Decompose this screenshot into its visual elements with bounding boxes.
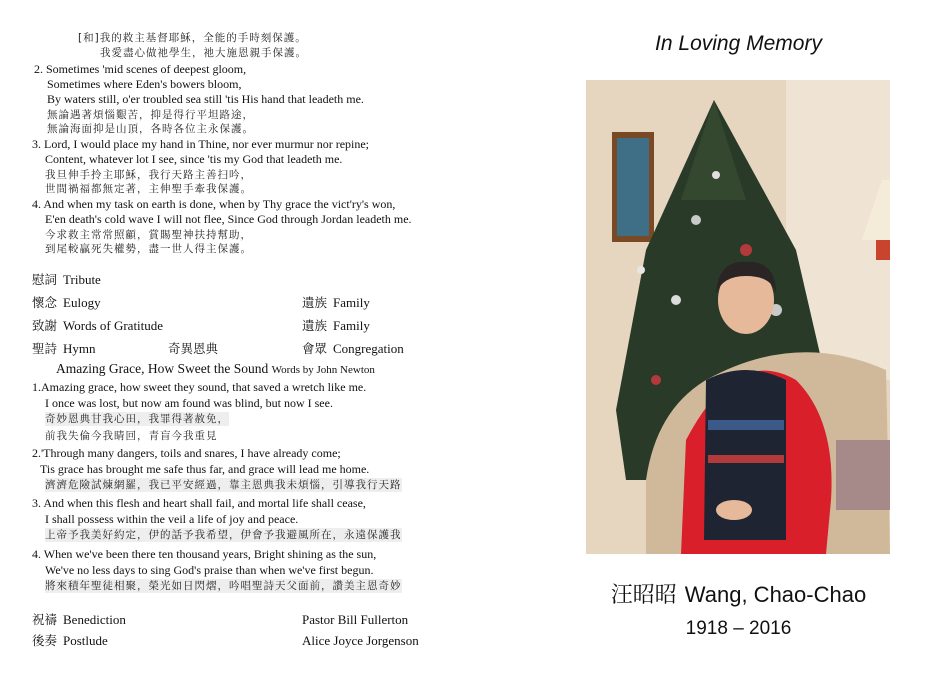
hymn1-v2-cn-1: 無論遇著煩惱艱苦，抑是得行平坦路途， [47, 109, 254, 121]
program-tribute [32, 272, 101, 288]
hymn1-v4-en-2: E'en death's cold wave I will not flee, Since God through Jordan leadeth me. [45, 212, 412, 226]
amazing-v4-en-2: We've no less days to sing God's praise than when we've first begun. [45, 563, 374, 577]
hymn1-v2-en-1: 2. Sometimes 'mid scenes of deepest gloom, [34, 62, 247, 76]
hymn1-v2-en-3: By waters still, o'er troubled sea still 'tis His hand that leadeth me. [47, 92, 364, 106]
memorial-page [560, 0, 929, 675]
amazing-v1-cn-2: 前我失倫今我睛回，青盲今我重見 [45, 430, 218, 442]
amazing-v3-en-1: 3. And when this flesh and heart shall fail, and mortal life shall cease, [32, 496, 366, 510]
hymn1-v2-en-2: Sometimes where Eden's bowers bloom, [47, 77, 242, 91]
program-hymn [32, 341, 96, 357]
amazing-v1-cn-1: 奇妙恩典甘我心田，我罪得著赦免， [45, 413, 229, 425]
hymn-by [302, 341, 404, 357]
lamp-base [876, 240, 890, 260]
gratitude-by [302, 318, 370, 334]
gratitude-en: Words of Gratitude [63, 318, 164, 333]
name-cn: 汪昭昭 [610, 583, 677, 608]
hymn1-v2-cn-2: 無論海面抑是山頂，各時各位主永保護。 [47, 123, 254, 135]
eulogy-by-cn: 遺族 [302, 295, 328, 310]
benediction-en: Benediction [63, 612, 126, 627]
hymn1-v4-cn-1: 今求救主常常照顧，賞賜聖神扶持幫助， [45, 229, 252, 241]
gratitude-cn: 致謝 [32, 318, 58, 333]
amazing-v2-en-1: 2.'Through many dangers, toils and snares, I have already come; [32, 446, 341, 460]
postlude-cn: 後奏 [32, 633, 58, 648]
picture-canvas [617, 138, 649, 236]
amazing-words-by: Words by John Newton [271, 364, 375, 376]
hands [716, 500, 752, 520]
memorial-photo [586, 80, 890, 554]
amazing-v4-cn-1: 將來積年聖徒相聚，榮光如日閃熠，吟唱聖詩天父面前，讚美主恩奇妙 [45, 580, 402, 592]
life-years: 1918 – 2016 [685, 618, 792, 639]
program-benediction [32, 612, 126, 628]
benediction-by: Pastor Bill Fullerton [302, 612, 409, 627]
program-postlude [32, 633, 108, 649]
hymn1-v1-cn-1: [和]我的救主基督耶穌，全能的手時刻保護。 [78, 32, 307, 44]
eulogy-cn: 懷念 [32, 295, 58, 310]
cushion [836, 440, 890, 510]
amazing-v1-en-1: 1.Amazing grace, how sweet they sound, that saved a wretch like me. [32, 380, 367, 394]
eulogy-by-en: Family [333, 295, 370, 310]
amazing-grace-title [56, 361, 375, 377]
hymn1-v1-cn-2: 我愛盡心做祂學生，祂大施恩親手保護。 [100, 47, 307, 59]
hymn1-v4-en-1: 4. And when my task on earth is done, when by Thy grace the vict'ry's won, [32, 197, 396, 211]
gratitude-by-en: Family [333, 318, 370, 333]
postlude-en: Postlude [63, 633, 108, 648]
hymn-by-cn: 會眾 [302, 341, 328, 356]
vest-pattern-band-2 [708, 455, 784, 463]
name-en: Wang, Chao-Chao [684, 582, 867, 607]
eulogy-en: Eulogy [63, 295, 101, 310]
deceased-name [560, 578, 917, 609]
hymn-cn: 聖詩 [32, 341, 58, 356]
hymn1-v3-en-2: Content, whatever lot I see, since 'tis my God that leadeth me. [45, 152, 343, 166]
amazing-v4-en-1: 4. When we've been there ten thousand years, Bright shining as the sun, [32, 547, 377, 561]
program-eulogy [32, 295, 101, 311]
tribute-en: Tribute [63, 272, 101, 287]
amazing-title-text: Amazing Grace, How Sweet the Sound [56, 361, 269, 376]
hymn1-v3-cn-2: 世間禍福都無定著，主伸聖手牽我保護。 [45, 183, 252, 195]
vest-pattern-band [708, 420, 784, 430]
amazing-v1-en-2: I once was lost, but now am found was blind, but now I see. [45, 396, 333, 410]
hymn-title-cn-text: 奇異恩典 [168, 341, 219, 356]
tribute-cn: 慰詞 [32, 272, 58, 287]
amazing-v2-cn-1: 濟濟危險試煉網羅，我已平安經過，靠主恩典我未煩惱，引導我行天路 [45, 479, 402, 491]
eulogy-by [302, 295, 370, 311]
hymn-title-cn [168, 341, 224, 357]
amazing-v2-en-2: Tis grace has brought me safe thus far, and grace will lead me home. [40, 462, 370, 476]
postlude-by: Alice Joyce Jorgenson [302, 633, 419, 648]
benediction-cn: 祝禱 [32, 612, 58, 627]
memorial-heading: In Loving Memory [655, 32, 822, 55]
hymn-en: Hymn [63, 341, 96, 356]
gratitude-by-cn: 遺族 [302, 318, 328, 333]
hymn1-v4-cn-2: 到尾較贏死失權勢，盡一世人得主保護。 [45, 243, 252, 255]
amazing-v3-cn-1: 上帝予我美好約定，伊的話予我希望，伊會予我避風所在，永遠保護我 [45, 529, 402, 541]
hymn-by-en: Congregation [333, 341, 404, 356]
hymn1-v3-en-1: 3. Lord, I would place my hand in Thine, nor ever murmur nor repine; [32, 137, 370, 151]
program-gratitude [32, 318, 163, 334]
hymn1-v3-cn-1: 我旦伸手拎主耶穌，我行天路主善扫吟， [45, 169, 252, 181]
amazing-v3-en-2: I shall possess within the veil a life of joy and peace. [45, 512, 299, 526]
portrait-illustration [586, 80, 890, 554]
